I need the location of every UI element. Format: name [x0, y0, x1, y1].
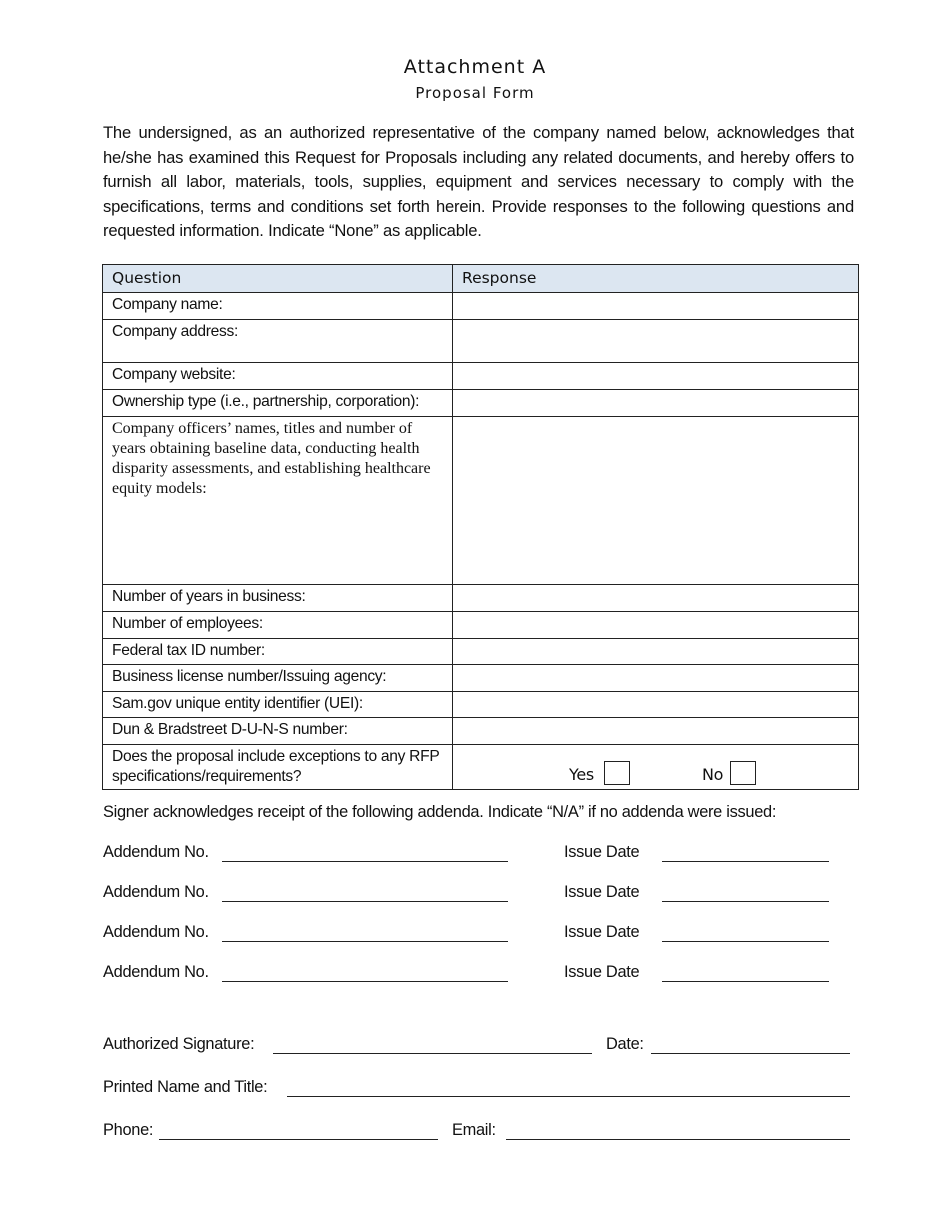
- yes-label: Yes: [569, 765, 594, 784]
- printed-name-row: [0, 1078, 950, 1102]
- addendum-row: [0, 843, 950, 867]
- question-number-of-employees: Number of employees:: [103, 612, 453, 639]
- issue-date-field[interactable]: [662, 981, 829, 982]
- addendum-row: [0, 963, 950, 987]
- response-column-header: Response: [453, 265, 859, 293]
- question-sam-uei: Sam.gov unique entity identifier (UEI):: [103, 692, 453, 718]
- response-federal-tax-id[interactable]: [453, 639, 859, 665]
- email-label: Email:: [452, 1121, 496, 1139]
- table-row: [103, 665, 859, 692]
- table-row: [103, 417, 859, 585]
- no-label: No: [702, 765, 724, 784]
- addendum-row: [0, 883, 950, 907]
- table-row: [103, 745, 859, 790]
- phone-field[interactable]: [159, 1139, 438, 1140]
- addendum-label: Addendum No.: [103, 963, 209, 981]
- response-business-license[interactable]: [453, 665, 859, 692]
- issue-date-field[interactable]: [662, 941, 829, 942]
- table-row: [103, 390, 859, 417]
- date-label: Date:: [606, 1035, 644, 1053]
- date-field[interactable]: [651, 1053, 850, 1054]
- addendum-number-field[interactable]: [222, 901, 508, 902]
- response-company-website[interactable]: [453, 363, 859, 390]
- issue-date-field[interactable]: [662, 861, 829, 862]
- authorized-signature-field[interactable]: [273, 1053, 592, 1054]
- response-years-in-business[interactable]: [453, 585, 859, 612]
- question-column-header: Question: [103, 265, 453, 293]
- response-duns-number[interactable]: [453, 718, 859, 745]
- response-exceptions: [453, 745, 859, 790]
- table-row: [103, 585, 859, 612]
- addendum-number-field[interactable]: [222, 981, 508, 982]
- addendum-label: Addendum No.: [103, 883, 209, 901]
- email-field[interactable]: [506, 1139, 850, 1140]
- document-subtitle: Proposal Form: [415, 84, 535, 102]
- table-row: [103, 293, 859, 320]
- addendum-number-field[interactable]: [222, 861, 508, 862]
- response-company-address[interactable]: [453, 320, 859, 363]
- intro-paragraph: The undersigned, as an authorized representative of the company named below, acknowledges that he/she has examined this Request for Proposals including any related documents, and hereby offers to furnish all labor, materials, tools, supplies, equipment and services necessary to comply with the specifications, terms and conditions set forth herein. Provide responses to the following questions and requested information. Indicate “None” as applicable.: [103, 123, 854, 241]
- response-company-name[interactable]: [453, 293, 859, 320]
- printed-name-field[interactable]: [287, 1096, 850, 1097]
- response-company-officers[interactable]: [453, 417, 859, 585]
- no-checkbox[interactable]: [730, 761, 756, 785]
- table-row: [103, 692, 859, 718]
- issue-date-label: Issue Date: [564, 843, 640, 861]
- table-row: [103, 639, 859, 665]
- printed-name-label: Printed Name and Title:: [103, 1078, 268, 1096]
- table-row: [103, 363, 859, 390]
- issue-date-label: Issue Date: [564, 883, 640, 901]
- phone-label: Phone:: [103, 1121, 154, 1139]
- addendum-row: [0, 923, 950, 947]
- table-header-row: [103, 265, 859, 293]
- signature-row: [0, 1035, 950, 1059]
- document-title: Attachment A: [403, 56, 547, 78]
- question-exceptions: Does the proposal include exceptions to any RFP specifications/requirements?: [103, 745, 453, 790]
- question-duns-number: Dun & Bradstreet D-U-N-S number:: [103, 718, 453, 745]
- table-row: [103, 320, 859, 363]
- question-company-website: Company website:: [103, 363, 453, 390]
- addendum-label: Addendum No.: [103, 923, 209, 941]
- addendum-number-field[interactable]: [222, 941, 508, 942]
- question-years-in-business: Number of years in business:: [103, 585, 453, 612]
- addenda-instruction: Signer acknowledges receipt of the following addenda. Indicate “N/A” if no addenda were issued:: [103, 803, 777, 821]
- issue-date-label: Issue Date: [564, 923, 640, 941]
- issue-date-field[interactable]: [662, 901, 829, 902]
- question-company-officers: Company officers’ names, titles and number of years obtaining baseline data, conducting health disparity assessments, and establishing healthcare equity models:: [103, 417, 453, 585]
- questionnaire-table: [102, 264, 859, 790]
- response-sam-uei[interactable]: [453, 692, 859, 718]
- question-company-name: Company name:: [103, 293, 453, 320]
- response-number-of-employees[interactable]: [453, 612, 859, 639]
- question-federal-tax-id: Federal tax ID number:: [103, 639, 453, 665]
- issue-date-label: Issue Date: [564, 963, 640, 981]
- authorized-signature-label: Authorized Signature:: [103, 1035, 255, 1053]
- response-ownership-type[interactable]: [453, 390, 859, 417]
- yes-checkbox[interactable]: [604, 761, 630, 785]
- addendum-label: Addendum No.: [103, 843, 209, 861]
- question-company-address: Company address:: [103, 320, 453, 363]
- table-row: [103, 718, 859, 745]
- question-business-license: Business license number/Issuing agency:: [103, 665, 453, 692]
- question-ownership-type: Ownership type (i.e., partnership, corporation):: [103, 390, 453, 417]
- contact-row: [0, 1121, 950, 1145]
- table-row: [103, 612, 859, 639]
